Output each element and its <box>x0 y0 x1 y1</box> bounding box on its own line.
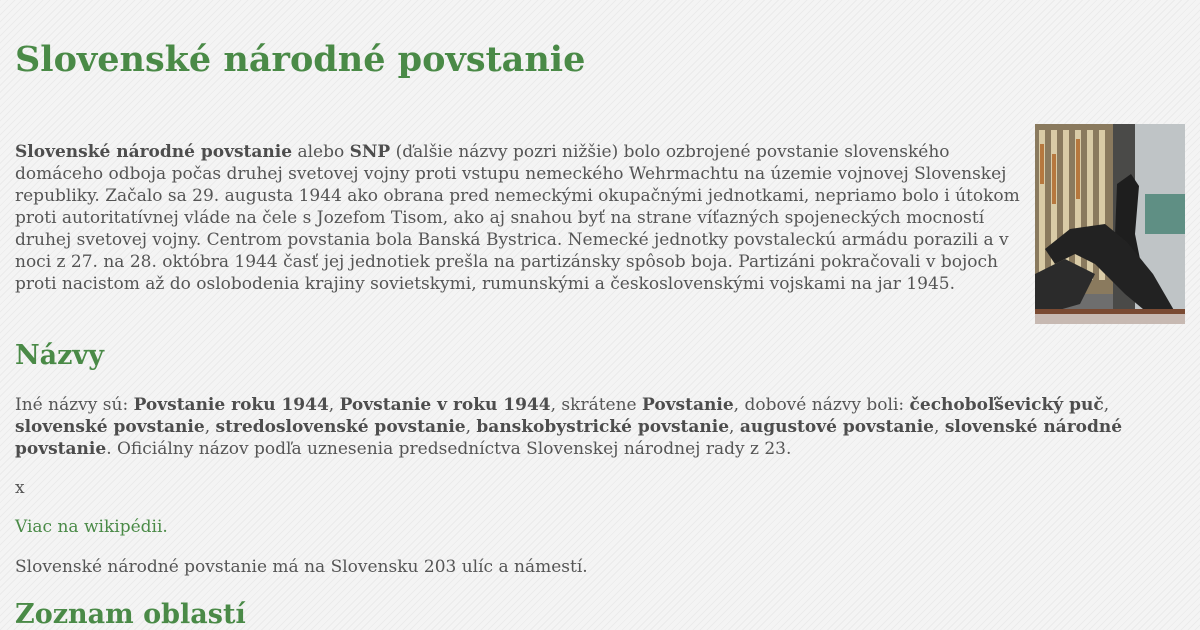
intro-text: alebo <box>292 142 350 162</box>
monument-photo <box>1035 124 1185 324</box>
section-heading-nazvy: Názvy <box>15 340 104 371</box>
name-bold: Povstanie v roku 1944 <box>339 395 551 415</box>
names-text: , skrátene <box>550 395 643 415</box>
names-text: Iné názvy sú: <box>15 395 134 415</box>
intro-text: (ďalšie názvy pozri nižšie) bolo ozbrojené povstanie slovenského domáceho odboja počas druhej svetovej vojny proti vstupu nemeckého Wehrmachtu na územie vojnovej Slovenskej republiky. Začalo sa 29. augusta 1944 ako obrana pred nemeckými okupačnými jednotkami, nepriamo bolo i útokom proti autoritatívnej vláde na čele s Jozefom Tisom, ako aj snahou byť na strane víťazných spojeneckých mocností druhej svetovej vojny. Centrom povstania bola Banská Bystrica. Nemecké jednotky povstaleckú armádu porazili a v noci z 27. na 28. októbra 1944 časť jej jednotiek prešla na partizánsky spôsob boja. Partizáni pokračovali v bojoch proti nacistom až do oslobodenia krajiny sovietskymi, rumunskými a československými vojskami na jar 1945. <box>15 142 1020 294</box>
name-bold: slovenské národné povstanie <box>15 417 1123 459</box>
wiki-paragraph <box>15 516 1185 538</box>
name-bold: Povstanie roku 1944 <box>133 395 329 415</box>
x-paragraph: x <box>15 478 25 498</box>
article-subject-bold: Slovenské národné povstanie <box>15 142 293 162</box>
section-heading-zoznam-oblasti: Zoznam oblastí <box>15 599 246 630</box>
names-text: . Oficiálny názov podľa uznesenia predsedníctva Slovenskej národnej rady z 23. <box>106 439 792 459</box>
wikipedia-link[interactable]: Viac na wikipédii. <box>15 517 168 537</box>
name-bold: Povstanie <box>642 395 734 415</box>
name-bold: banskobystrické povstanie <box>476 417 730 437</box>
names-text: , <box>1103 395 1110 415</box>
name-bold: čechoboľševický puč <box>909 395 1104 415</box>
names-text: , <box>328 395 340 415</box>
streets-count-paragraph: Slovenské národné povstanie má na Slovensku 203 ulíc a námestí. <box>15 557 588 577</box>
names-text: , <box>204 417 216 437</box>
name-bold: augustové povstanie <box>739 417 934 437</box>
name-bold: slovenské povstanie <box>15 417 205 437</box>
page-title: Slovenské národné povstanie <box>15 39 586 80</box>
names-text: , <box>465 417 477 437</box>
monument-photo-image <box>1035 124 1185 324</box>
names-text: , <box>934 417 945 437</box>
abbreviation-bold: SNP <box>349 142 391 162</box>
name-bold: stredoslovenské povstanie <box>215 417 466 437</box>
intro-paragraph <box>15 141 1185 324</box>
names-text: , dobové názvy boli: <box>733 395 910 415</box>
names-text: , <box>729 417 740 437</box>
names-paragraph <box>15 394 1185 460</box>
